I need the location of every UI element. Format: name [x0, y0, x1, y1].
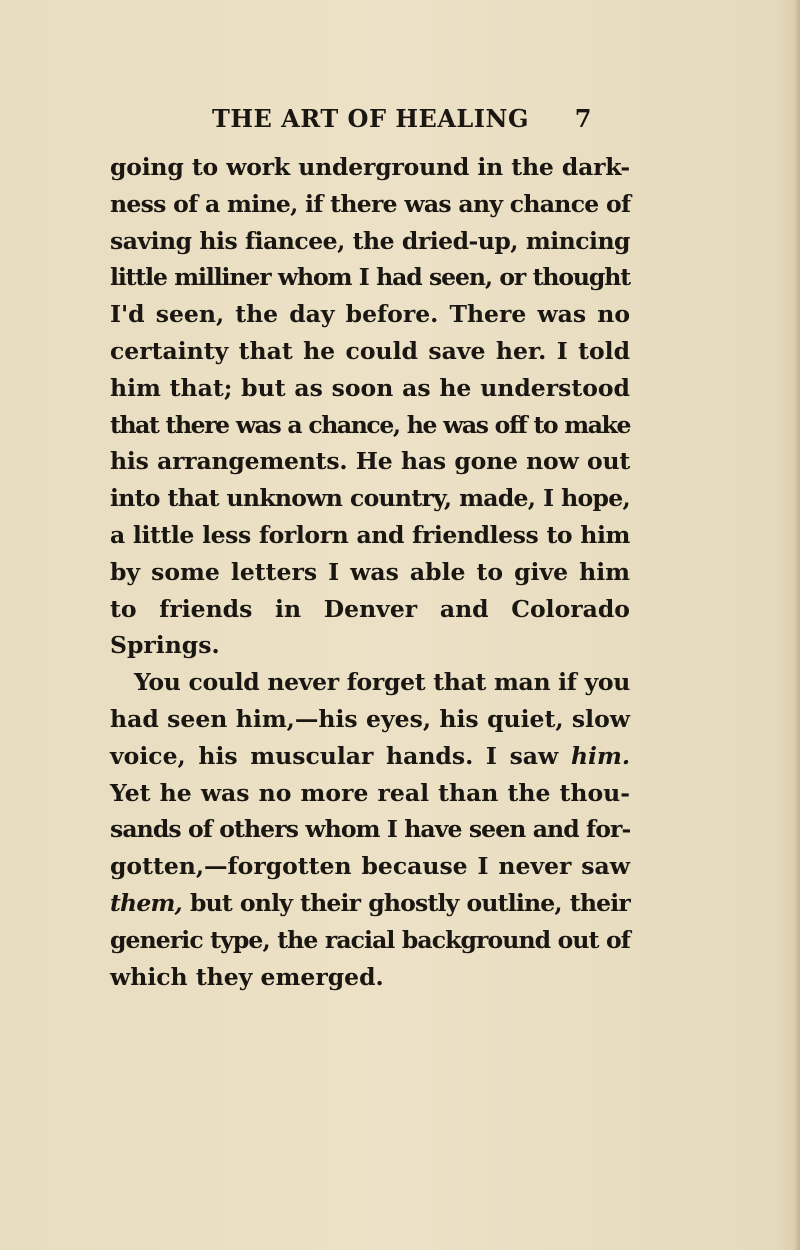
text-line: certainty that he could save her. I told — [110, 336, 630, 365]
text-line: ness of a mine, if there was any chance of — [110, 189, 631, 218]
text-line: gotten,—forgotten because I never saw — [110, 852, 630, 881]
text-line: I'd seen, the day before. There was no — [110, 300, 630, 329]
text-line: a little less forlorn and friendless to him — [110, 520, 630, 549]
text-line-with-italic — [110, 885, 630, 922]
text-line: him that; but as soon as he understood — [110, 373, 630, 402]
text-line: Yet he was no more real than the thou- — [110, 778, 630, 807]
text-line: generic type, the racial background out of — [110, 925, 630, 954]
text-segment: but only their ghostly outline, their — [189, 888, 630, 917]
italic-word: him. — [570, 741, 630, 770]
text-line: into that unknown country, made, I hope, — [110, 484, 630, 513]
text-line: little milliner whom I had seen, or thought — [110, 263, 630, 292]
text-line: to friends in Denver and Colorado — [110, 594, 630, 623]
text-line: by some letters I was able to give him — [110, 557, 630, 586]
text-line: You could never forget that man if you — [134, 668, 630, 697]
text-line: that there was a chance, he was off to make — [110, 410, 630, 439]
running-title: THE ART OF HEALING — [212, 104, 529, 133]
text-line: sands of others whom I have seen and for- — [110, 815, 631, 844]
body-text — [110, 149, 630, 995]
text-line: Springs. — [110, 631, 220, 660]
text-line-with-italic — [110, 738, 630, 775]
page-edge-shadow — [794, 0, 800, 1250]
page-number: 7 — [574, 104, 592, 133]
italic-word: them, — [110, 888, 182, 917]
running-header — [212, 104, 592, 140]
text-line: saving his fiancee, the dried-up, mincing — [110, 226, 630, 255]
text-line: had seen him,—his eyes, his quiet, slow — [110, 704, 630, 733]
text-line: which they emerged. — [110, 962, 384, 991]
text-line: going to work underground in the dark- — [110, 153, 630, 181]
text-segment: voice, his muscular hands. I saw — [110, 741, 559, 770]
text-line: his arrangements. He has gone now out — [110, 447, 630, 476]
